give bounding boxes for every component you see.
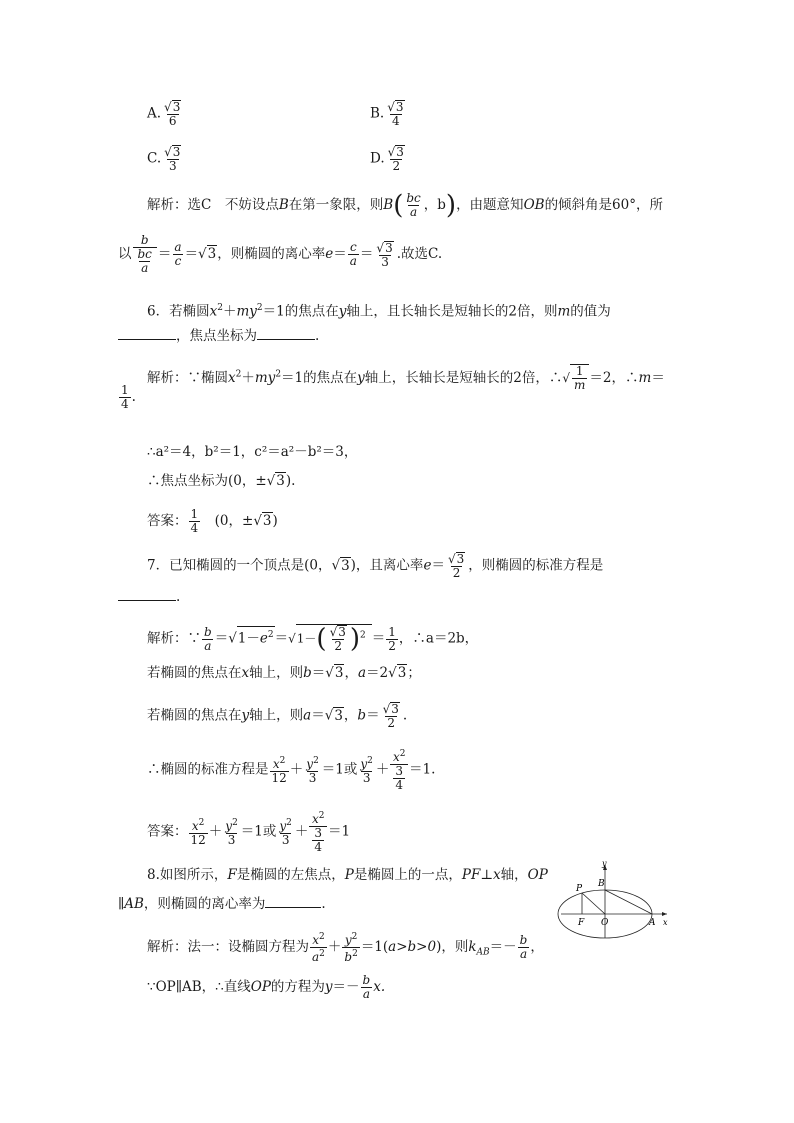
answer-blank [118, 588, 176, 601]
option-d: D. $\frac{√3}{2}$ [370, 145, 408, 173]
q7-solution-line4: ∴椭圆的标准方程是 $\frac{x^2}{12}$ ＋ $\frac{y^2}{3}$ ＝1或 $\frac{y^2}{3}$ ＋ $\frac{x^2}{\frac{3}{4}}$ ＝1. [147, 749, 436, 792]
answer-blank [257, 327, 315, 340]
option-a-value: $\frac{√3}{6}$ [164, 100, 181, 128]
q6-solution-line1: 解析：∵椭圆$x^2+my^2=1$的焦点在y轴上，长轴长是短轴长的2倍，∴√ $\frac{1}{m}$ ＝2，∴m＝ [147, 364, 665, 392]
segment-ab [605, 890, 652, 914]
q6-solution-line2: $\frac{1}{4}$ . [121, 383, 136, 411]
q6-stem-line1: 6．若椭圆$x^2+my^2=1$的焦点在y轴上，且长轴长是短轴长的2倍，则m的值为 [147, 303, 611, 320]
ellipse-figure [557, 860, 672, 940]
q7-stem-line2: . [118, 588, 180, 605]
q5-solution-line2: 以 b $\frac{bc}{a}$ ＝ $\frac{a}{c}$ ＝√3，则椭圆的离心率e＝ $\frac{c}{a}$ ＝ $\frac{√3}{3}$ .故选C. [118, 233, 443, 275]
q7-solution-line2: 若椭圆的焦点在x轴上，则b＝√3，a＝2√3； [147, 665, 421, 681]
option-d-value: $\frac{√3}{2}$ [387, 145, 404, 173]
q5-solution-line1: 解析：选C 不妨设点B在第一象限，则B( $\frac{bc}{a}$ ，b)，由题意知OB的倾斜角是60°，所 [147, 190, 663, 221]
q7-stem-line1: 7．已知椭圆的一个顶点是(0，√3)，且离心率e＝ $\frac{√3}{2}$ ，则椭圆的标准方程是 [147, 552, 604, 580]
q6-stem-line2: ，焦点坐标为 . [118, 327, 319, 344]
frac-1-over-4: $\frac{1}{4}$ [121, 383, 129, 411]
option-c: C. $\frac{√3}{3}$ [147, 145, 184, 173]
frac-bc-over-a: $\frac{bc}{a}$ [406, 191, 421, 219]
option-b: B. $\frac{√3}{4}$ [370, 100, 408, 128]
answer-blank [118, 327, 176, 340]
label-f: F [578, 918, 585, 928]
q7-solution-line3: 若椭圆的焦点在y轴上，则a＝√3，b＝ $\frac{√3}{2}$ . [147, 702, 408, 730]
option-a: A. $\frac{√3}{6}$ [147, 100, 184, 128]
q6-solution-line3: ∴a²＝4，b²＝1，c²＝a²－b²＝3， [147, 444, 358, 460]
label-o: O [601, 918, 609, 928]
option-c-value: $\frac{√3}{3}$ [164, 145, 181, 173]
segment-op [582, 893, 605, 914]
label-p: P [576, 884, 583, 894]
q8-solution-line2: ∵OP∥AB，∴直线OP的方程为y＝－ $\frac{b}{a}$ x. [147, 973, 386, 1001]
q6-answer: 答案： $\frac{1}{4}$ (0，±√3) [147, 507, 278, 535]
label-y: y [602, 860, 607, 868]
label-b: B [598, 879, 605, 889]
q7-solution-line1: 解析：∵ $\frac{b}{a}$ $=√1-e^2=√1-$( $\frac{√3}{2}$ )$^2$ ＝ $\frac{1}{2}$ ，∴a＝2b， [147, 624, 479, 654]
q7-answer: 答案： $\frac{x^2}{12}$ ＋ $\frac{y^2}{3}$ ＝1或 $\frac{y^2}{3}$ ＋ $\frac{x^2}{\frac{3}{4}}$ ＝1 [147, 811, 351, 854]
label-a: A [649, 918, 656, 928]
x-arrow [662, 912, 667, 916]
answer-blank [265, 895, 321, 908]
q8-solution-line1: 解析：法一：设椭圆方程为 $\frac{x^2}{a^2}$ ＋ $\frac{y^2}{b^2}$ ＝1(a>b>0)，则$k_{AB}=-$ $\frac{b}{a}$ ， [147, 932, 544, 964]
q6-solution-line4: ∴焦点坐标为(0，±√3). [147, 473, 296, 489]
frac-b-over-bc-a: b $\frac{bc}{a}$ [133, 234, 157, 275]
q8-stem-line2: ∥AB，则椭圆的离心率为 . [118, 896, 326, 912]
q8-stem-line1: 8.如图所示，F是椭圆的左焦点，P是椭圆上的一点，PF⊥x轴，OP [147, 867, 548, 883]
label-x: x [663, 918, 668, 927]
option-b-value: $\frac{√3}{4}$ [387, 100, 404, 128]
